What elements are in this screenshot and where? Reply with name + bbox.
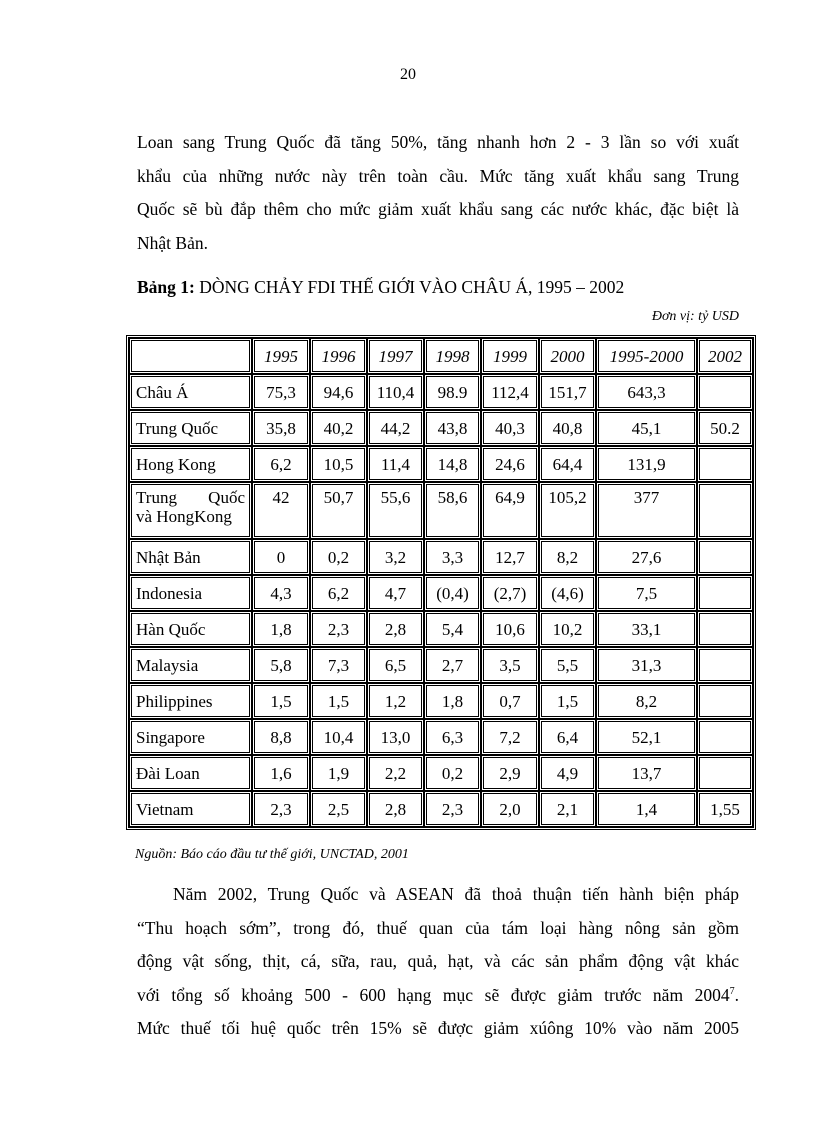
table-cell: 1,8 <box>424 683 481 719</box>
table-cell: (2,7) <box>481 575 539 611</box>
table-cell: 24,6 <box>481 446 539 482</box>
table-cell: 11,4 <box>367 446 424 482</box>
table-cell: 0 <box>252 539 310 575</box>
table-cell: 2,8 <box>367 611 424 647</box>
paragraph-line: Loan sang Trung Quốc đã tăng 50%, tăng nhanh hơn 2 - 3 lần so với xuất <box>137 132 739 152</box>
table-cell: 112,4 <box>481 374 539 410</box>
header-cell: 1996 <box>310 338 367 374</box>
paragraph-line: “Thu hoạch sớm”, trong đó, thuế quan của tám loại hàng nông sản gồm <box>137 917 739 938</box>
table-cell: 14,8 <box>424 446 481 482</box>
table-cell: 13,0 <box>367 719 424 755</box>
table-cell: 2,3 <box>310 611 367 647</box>
table-cell: 0,2 <box>424 755 481 791</box>
table-cell <box>697 755 753 791</box>
table-cell: 7,3 <box>310 647 367 683</box>
table-cell: 5,8 <box>252 647 310 683</box>
table-row <box>129 647 753 683</box>
table-cell: 50.2 <box>697 410 753 446</box>
row-label: Philippines <box>129 683 252 719</box>
paragraph-2 <box>137 878 739 1046</box>
table-caption <box>137 277 624 298</box>
table-cell: (4,6) <box>539 575 596 611</box>
table-cell: 8,2 <box>539 539 596 575</box>
table-cell: 1,4 <box>596 791 697 827</box>
header-cell: 1999 <box>481 338 539 374</box>
row-label <box>129 482 252 539</box>
fdi-table-wrapper <box>126 335 756 830</box>
table-cell: 58,6 <box>424 482 481 539</box>
table-cell: 12,7 <box>481 539 539 575</box>
header-cell: 1997 <box>367 338 424 374</box>
table-cell: 10,5 <box>310 446 367 482</box>
table-cell: 13,7 <box>596 755 697 791</box>
row-label-part: Trung <box>136 488 177 507</box>
table-row <box>129 575 753 611</box>
row-label: Singapore <box>129 719 252 755</box>
table-row <box>129 791 753 827</box>
table-cell <box>697 446 753 482</box>
table-cell: 1,5 <box>310 683 367 719</box>
table-row <box>129 410 753 446</box>
table-cell <box>697 482 753 539</box>
table-cell: 10,6 <box>481 611 539 647</box>
table-header-row <box>129 338 753 374</box>
fdi-table <box>126 335 756 830</box>
table-cell: 105,2 <box>539 482 596 539</box>
table-cell: (0,4) <box>424 575 481 611</box>
table-cell: 4,9 <box>539 755 596 791</box>
table-cell: 33,1 <box>596 611 697 647</box>
table-row <box>129 611 753 647</box>
table-cell: 40,2 <box>310 410 367 446</box>
table-cell: 45,1 <box>596 410 697 446</box>
table-cell: 50,7 <box>310 482 367 539</box>
table-cell: 2,7 <box>424 647 481 683</box>
paragraph-line: khẩu của những nước này trên toàn cầu. Mức tăng xuất khẩu sang Trung <box>137 165 739 186</box>
row-label: Malaysia <box>129 647 252 683</box>
row-label: Châu Á <box>129 374 252 410</box>
table-cell: 64,9 <box>481 482 539 539</box>
table-cell: 5,4 <box>424 611 481 647</box>
row-label: Hàn Quốc <box>129 611 252 647</box>
table-cell: 42 <box>252 482 310 539</box>
table-cell: 0,7 <box>481 683 539 719</box>
row-label: Vietnam <box>129 791 252 827</box>
row-label: Trung Quốc <box>129 410 252 446</box>
table-cell: 7,2 <box>481 719 539 755</box>
table-cell: 3,2 <box>367 539 424 575</box>
paragraph-line: Mức thuế tối huệ quốc trên 15% sẽ được giảm xúông 10% vào năm 2005 <box>137 1018 739 1038</box>
table-cell: 1,6 <box>252 755 310 791</box>
table-cell: 1,2 <box>367 683 424 719</box>
table-cell <box>697 647 753 683</box>
paragraph-line-text: với tổng số khoảng 500 - 600 hạng mục sẽ được giảm trước năm 2004 <box>137 984 730 1005</box>
paragraph-line: Năm 2002, Trung Quốc và ASEAN đã thoả thuận tiến hành biện pháp <box>173 884 739 904</box>
row-label: Đài Loan <box>129 755 252 791</box>
table-cell: 2,5 <box>310 791 367 827</box>
table-cell: 94,6 <box>310 374 367 410</box>
table-cell: 2,3 <box>252 791 310 827</box>
paragraph-1 <box>137 126 739 260</box>
table-cell <box>697 719 753 755</box>
table-cell: 131,9 <box>596 446 697 482</box>
table-cell: 5,5 <box>539 647 596 683</box>
paragraph-line-end: . <box>734 984 739 1005</box>
paragraph-line: động vật sống, thịt, cá, sữa, rau, quả, hạt, và các sản phẩm động vật khác <box>137 951 739 971</box>
table-cell: 55,6 <box>367 482 424 539</box>
table-cell <box>697 611 753 647</box>
row-label-part: và HongKong <box>136 507 232 526</box>
header-cell: 2000 <box>539 338 596 374</box>
table-cell: 0,2 <box>310 539 367 575</box>
table-cell: 6,4 <box>539 719 596 755</box>
table-cell <box>697 374 753 410</box>
table-row <box>129 719 753 755</box>
table-cell <box>697 683 753 719</box>
table-cell: 2,9 <box>481 755 539 791</box>
table-cell: 2,0 <box>481 791 539 827</box>
unit-note: Đơn vị: tỷ USD <box>651 309 739 324</box>
table-cell: 1,8 <box>252 611 310 647</box>
row-label: Hong Kong <box>129 446 252 482</box>
page-number: 20 <box>400 66 416 83</box>
paragraph-line: Nhật Bản. <box>137 232 208 253</box>
table-cell: 377 <box>596 482 697 539</box>
table-caption-label: Bảng 1: <box>137 277 195 297</box>
table-cell: 2,1 <box>539 791 596 827</box>
table-cell: 98.9 <box>424 374 481 410</box>
table-cell: 52,1 <box>596 719 697 755</box>
table-row <box>129 755 753 791</box>
table-cell: 10,2 <box>539 611 596 647</box>
table-cell: 4,3 <box>252 575 310 611</box>
table-cell: 35,8 <box>252 410 310 446</box>
table-cell: 1,5 <box>252 683 310 719</box>
header-cell: 1995-2000 <box>596 338 697 374</box>
table-cell: 1,9 <box>310 755 367 791</box>
header-cell <box>129 338 252 374</box>
table-cell: 40,8 <box>539 410 596 446</box>
table-cell: 40,3 <box>481 410 539 446</box>
table-cell: 44,2 <box>367 410 424 446</box>
table-caption-text: DÒNG CHẢY FDI THẾ GIỚI VÀO CHÂU Á, 1995 – 2002 <box>194 277 625 297</box>
table-cell <box>697 575 753 611</box>
table-cell: 6,2 <box>310 575 367 611</box>
table-row <box>129 446 753 482</box>
table-cell: 3,3 <box>424 539 481 575</box>
table-cell: 643,3 <box>596 374 697 410</box>
table-row <box>129 539 753 575</box>
paragraph-line-with-footnote <box>137 979 739 1013</box>
table-cell: 2,8 <box>367 791 424 827</box>
row-label: Nhật Bản <box>129 539 252 575</box>
header-cell: 1995 <box>252 338 310 374</box>
table-cell: 6,5 <box>367 647 424 683</box>
table-cell: 43,8 <box>424 410 481 446</box>
table-cell: 110,4 <box>367 374 424 410</box>
table-cell <box>697 539 753 575</box>
table-cell: 1,5 <box>539 683 596 719</box>
table-cell: 4,7 <box>367 575 424 611</box>
table-cell: 75,3 <box>252 374 310 410</box>
table-cell: 3,5 <box>481 647 539 683</box>
table-cell: 2,3 <box>424 791 481 827</box>
table-cell: 8,8 <box>252 719 310 755</box>
table-cell: 6,3 <box>424 719 481 755</box>
header-cell: 1998 <box>424 338 481 374</box>
table-cell: 2,2 <box>367 755 424 791</box>
footnote-reference[interactable]: 7 <box>729 985 735 997</box>
table-cell: 1,55 <box>697 791 753 827</box>
table-row <box>129 683 753 719</box>
table-cell: 8,2 <box>596 683 697 719</box>
row-label-part: Quốc <box>208 488 245 507</box>
table-row <box>129 374 753 410</box>
row-label: Indonesia <box>129 575 252 611</box>
table-cell: 6,2 <box>252 446 310 482</box>
table-cell: 151,7 <box>539 374 596 410</box>
table-source-note: Nguồn: Báo cáo đầu tư thế giới, UNCTAD, 2001 <box>135 847 409 862</box>
table-cell: 10,4 <box>310 719 367 755</box>
table-cell: 27,6 <box>596 539 697 575</box>
paragraph-line: Quốc sẽ bù đắp thêm cho mức giảm xuất khẩu sang các nước khác, đặc biệt là <box>137 199 739 219</box>
table-cell: 31,3 <box>596 647 697 683</box>
table-cell: 7,5 <box>596 575 697 611</box>
table-row <box>129 482 753 539</box>
header-cell: 2002 <box>697 338 753 374</box>
table-cell: 64,4 <box>539 446 596 482</box>
